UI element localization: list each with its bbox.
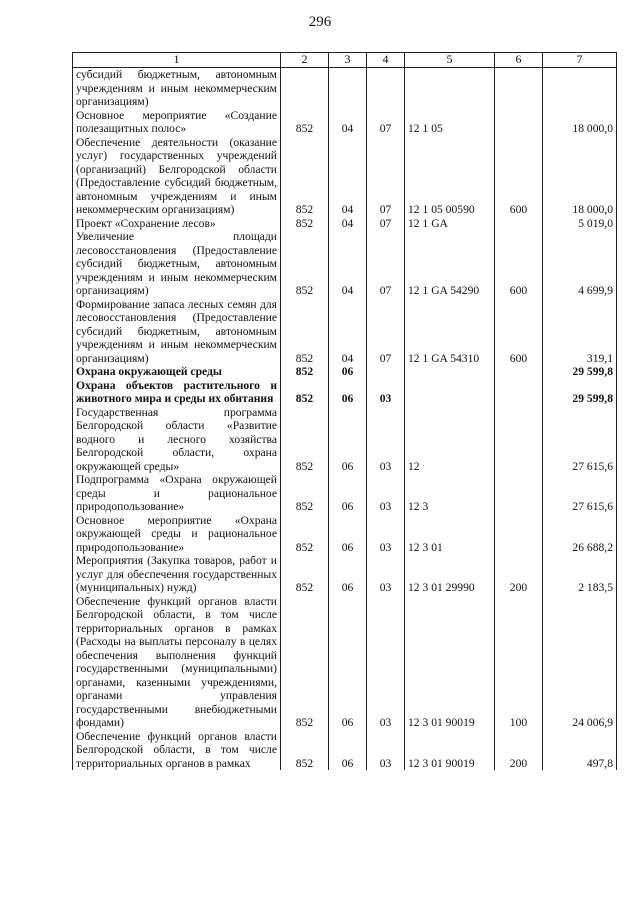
table-row (73, 109, 617, 136)
row-ministry-code (281, 68, 329, 109)
row-description: Обеспечение деятельности (оказание услуг) государственных учреждений (организаций) Белгородской области (Предоставление субсидий бюджетным, автономным учреждениям и иным некоммерческим организациям) (73, 136, 281, 217)
row-expense-type: 100 (495, 595, 543, 730)
row-subsection (367, 365, 405, 379)
row-amount: 24 006,9 (543, 595, 617, 730)
row-amount: 29 599,8 (543, 379, 617, 406)
row-target-article: 12 3 01 90019 (405, 595, 495, 730)
row-amount: 27 615,6 (543, 406, 617, 474)
row-subsection: 03 (367, 406, 405, 474)
row-expense-type: 200 (495, 554, 543, 595)
row-amount (543, 68, 617, 109)
table-row (73, 217, 617, 231)
row-subsection: 07 (367, 230, 405, 298)
row-section: 06 (329, 595, 367, 730)
row-subsection: 03 (367, 730, 405, 771)
row-description: Охрана окружающей среды (73, 365, 281, 379)
table-row (73, 136, 617, 217)
row-ministry-code: 852 (281, 230, 329, 298)
row-target-article: 12 1 05 (405, 109, 495, 136)
row-ministry-code: 852 (281, 554, 329, 595)
column-header: 3 (329, 53, 367, 68)
row-description: Основное мероприятие «Создание полезащитных полос» (73, 109, 281, 136)
table-row (73, 514, 617, 555)
row-section: 04 (329, 230, 367, 298)
row-amount: 18 000,0 (543, 109, 617, 136)
row-amount: 26 688,2 (543, 514, 617, 555)
row-target-article: 12 3 01 90019 (405, 730, 495, 771)
row-subsection: 07 (367, 136, 405, 217)
row-target-article (405, 379, 495, 406)
row-section (329, 68, 367, 109)
row-target-article: 12 1 GA 54290 (405, 230, 495, 298)
page-number: 296 (308, 14, 332, 30)
row-description: Проект «Сохранение лесов» (73, 217, 281, 231)
column-header: 1 (73, 53, 281, 68)
row-section: 06 (329, 554, 367, 595)
row-target-article: 12 1 GA 54310 (405, 298, 495, 366)
row-amount: 319,1 (543, 298, 617, 366)
row-ministry-code: 852 (281, 379, 329, 406)
row-expense-type (495, 68, 543, 109)
row-ministry-code: 852 (281, 473, 329, 514)
row-description: Увеличение площади лесовосстановления (Предоставление субсидий бюджетным, автономным учреждениям и иным некоммерческим организациям) (73, 230, 281, 298)
row-target-article: 12 1 05 00590 (405, 136, 495, 217)
row-expense-type: 600 (495, 230, 543, 298)
row-target-article: 12 1 GA (405, 217, 495, 231)
row-amount: 18 000,0 (543, 136, 617, 217)
table-row (73, 298, 617, 366)
row-target-article: 12 3 01 29990 (405, 554, 495, 595)
row-description: субсидий бюджетным, автономным учреждениям и иным некоммерческим организациям) (73, 68, 281, 109)
row-ministry-code: 852 (281, 217, 329, 231)
row-amount: 29 599,8 (543, 365, 617, 379)
row-expense-type (495, 365, 543, 379)
row-ministry-code: 852 (281, 595, 329, 730)
table-row (73, 473, 617, 514)
row-section: 06 (329, 514, 367, 555)
row-subsection: 03 (367, 514, 405, 555)
row-target-article (405, 365, 495, 379)
row-expense-type (495, 473, 543, 514)
row-description: Мероприятия (Закупка товаров, работ и услуг для обеспечения государственных (муниципальных) нужд) (73, 554, 281, 595)
table-row (73, 68, 617, 109)
table-row (73, 554, 617, 595)
column-header: 2 (281, 53, 329, 68)
row-amount: 497,8 (543, 730, 617, 771)
table-header-row (73, 53, 617, 68)
row-amount: 27 615,6 (543, 473, 617, 514)
column-header: 5 (405, 53, 495, 68)
column-header: 4 (367, 53, 405, 68)
row-subsection: 07 (367, 298, 405, 366)
row-subsection: 07 (367, 217, 405, 231)
row-ministry-code: 852 (281, 298, 329, 366)
row-description: Подпрограмма «Охрана окружающей среды и рациональное природопользование» (73, 473, 281, 514)
row-expense-type (495, 514, 543, 555)
table-row (73, 379, 617, 406)
row-ministry-code: 852 (281, 109, 329, 136)
row-section: 06 (329, 365, 367, 379)
row-section: 06 (329, 730, 367, 771)
row-description: Государственная программа Белгородской области «Развитие водного и лесного хозяйства Белгородской области, охрана окружающей среды» (73, 406, 281, 474)
row-section: 04 (329, 136, 367, 217)
row-expense-type (495, 217, 543, 231)
row-section: 04 (329, 217, 367, 231)
row-description: Формирование запаса лесных семян для лесовосстановления (Предоставление субсидий бюджетным, автономным учреждениям и иным некоммерческим организациям) (73, 298, 281, 366)
row-subsection: 07 (367, 109, 405, 136)
row-subsection (367, 68, 405, 109)
table-row (73, 365, 617, 379)
row-description: Охрана объектов растительного и животного мира и среды их обитания (73, 379, 281, 406)
row-ministry-code: 852 (281, 406, 329, 474)
row-expense-type: 200 (495, 730, 543, 771)
table-row (73, 230, 617, 298)
row-expense-type (495, 379, 543, 406)
row-amount: 5 019,0 (543, 217, 617, 231)
row-subsection: 03 (367, 595, 405, 730)
table-row (73, 595, 617, 730)
column-header: 7 (543, 53, 617, 68)
row-target-article (405, 68, 495, 109)
row-section: 06 (329, 379, 367, 406)
row-expense-type (495, 109, 543, 136)
row-description: Обеспечение функций органов власти Белгородской области, в том числе территориальных органов в рамках (73, 730, 281, 771)
row-section: 04 (329, 298, 367, 366)
table-row (73, 730, 617, 771)
row-section: 06 (329, 473, 367, 514)
row-ministry-code: 852 (281, 730, 329, 771)
row-section: 06 (329, 406, 367, 474)
row-ministry-code: 852 (281, 365, 329, 379)
row-target-article: 12 3 (405, 473, 495, 514)
row-description: Обеспечение функций органов власти Белгородской области, в том числе территориальных органов в рамках (Расходы на выплаты персоналу в целях обеспечения выполнения функций государственными (муниципальными) органами, казенными учреждениями, органами управления государственными внебюджетными фондами) (73, 595, 281, 730)
row-ministry-code: 852 (281, 136, 329, 217)
row-target-article: 12 3 01 (405, 514, 495, 555)
row-subsection: 03 (367, 554, 405, 595)
row-description: Основное мероприятие «Охрана окружающей среды и рациональное природопользование» (73, 514, 281, 555)
row-amount: 2 183,5 (543, 554, 617, 595)
table-row (73, 406, 617, 474)
row-subsection: 03 (367, 379, 405, 406)
row-expense-type: 600 (495, 136, 543, 217)
row-ministry-code: 852 (281, 514, 329, 555)
row-amount: 4 699,9 (543, 230, 617, 298)
row-section: 04 (329, 109, 367, 136)
row-expense-type: 600 (495, 298, 543, 366)
row-subsection: 03 (367, 473, 405, 514)
budget-table (72, 52, 617, 770)
row-expense-type (495, 406, 543, 474)
column-header: 6 (495, 53, 543, 68)
row-target-article: 12 (405, 406, 495, 474)
